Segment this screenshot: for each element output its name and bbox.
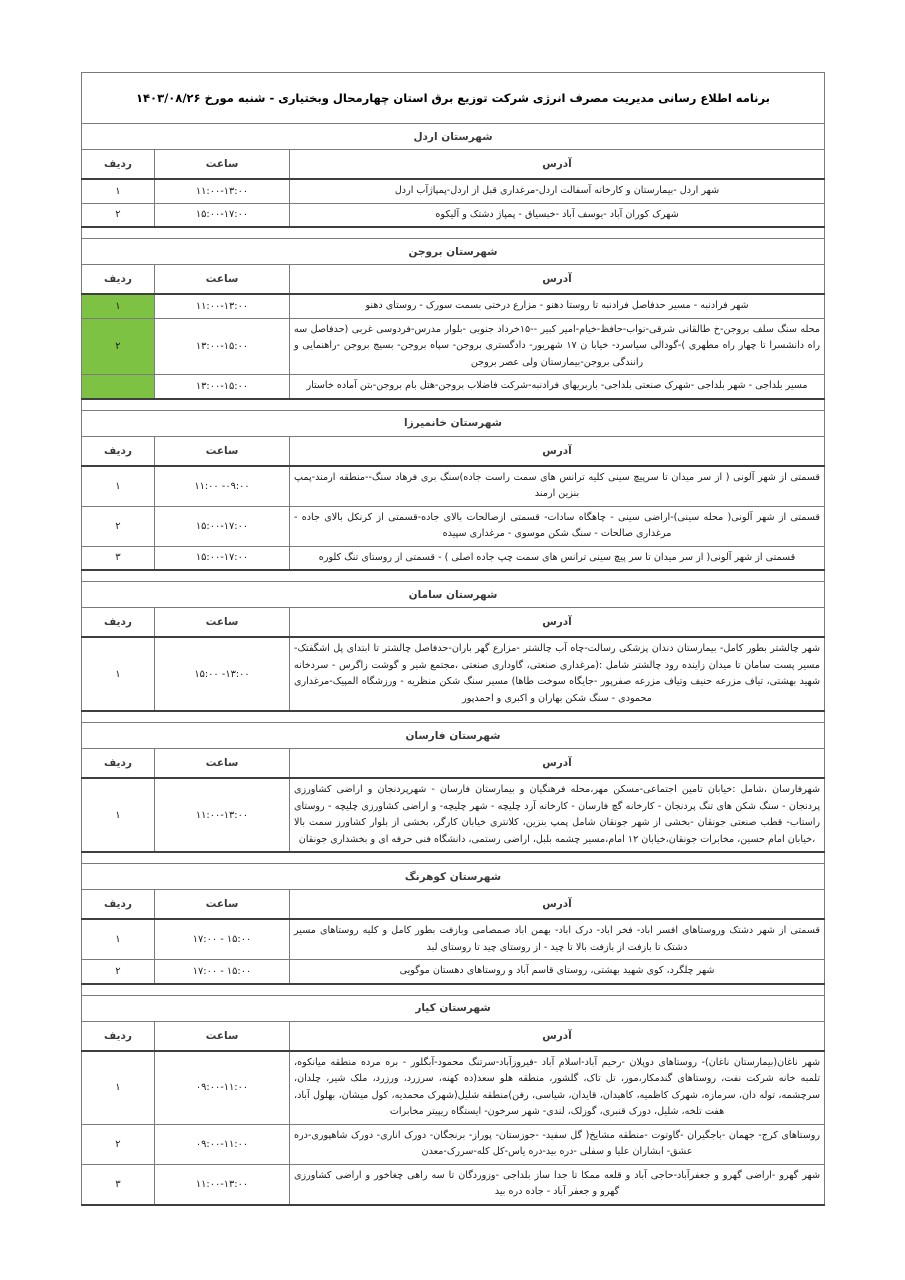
column-header-rownum: ردیف — [81, 436, 154, 466]
table-row — [81, 960, 824, 984]
column-header-address: آدرس — [290, 890, 825, 920]
title-row — [81, 73, 824, 124]
outage-time: ۱۵:۰۰-۱۷:۰۰ — [155, 546, 290, 570]
city-band-row — [81, 582, 824, 608]
column-header-address: آدرس — [290, 608, 825, 638]
city-band-row — [81, 239, 824, 265]
schedule-table-wrapper — [82, 72, 825, 1206]
outage-time: ۱۱:۰۰-۱۳:۰۰ — [155, 1164, 290, 1205]
section-spacer — [81, 852, 824, 864]
city-band-row — [81, 723, 824, 749]
column-header-rownum: ردیف — [81, 749, 154, 779]
outage-row-number: ۳ — [81, 546, 154, 570]
section-spacer — [81, 399, 824, 411]
outage-time: ۱۳:۰۰- ۱۵:۰۰ — [155, 637, 290, 711]
section-spacer-cell — [81, 570, 824, 582]
city-name: شهرستان سامان — [81, 582, 824, 608]
column-header-rownum: ردیف — [81, 150, 154, 180]
outage-address: شهر چلگرد، کوی شهید بهشتی، روستای قاسم آباد و روستاهای دهستان موگویی — [290, 960, 825, 984]
outage-address: شهر گهرو -اراضی گهرو و جعفرآباد-حاجی آباد و قلعه ممکا تا جدا ساز بلداجی -وزوردگان تا سه راهی چغاخور و اراضی کشاورزی گهرو و جعفر آباد - جاده دره بید — [290, 1164, 825, 1205]
outage-address: شهرفارسان ،شامل :خیابان تامین اجتماعی-مسکن مهر،محله فرهنگیان و بیمارستان فارسان - شهرپردنجان و اراضی کشاورزی پردنجان - سنگ شکن های تنگ پردنجان - کارخانه گچ فارسان - کارخانه آرد چلیچه - شهر چلیچه- و اراضی کشاورزی چلیچه - روستای راستاب- قطب صنعتی جونقان -بخشی از شهر جونقان شامل پمپ بنزین، کلانتری خیابان کارگر، بخشی از بلوار کشاورز سمت بالا ،خیابان امام حسین، مخابرات جونقان،خیابان ۱۲ امام،مسیر چشمه بلبل، اراضی رستمی، دانشگاه فنی حرفه ای و بخشداری جونقان — [290, 778, 825, 852]
outage-time: ۰۹:۰۰-۱۱:۰۰ — [155, 1124, 290, 1164]
column-header-address: آدرس — [290, 749, 825, 779]
outage-row-number: ۱ — [81, 919, 154, 960]
column-header-rownum: ردیف — [81, 1021, 154, 1051]
outage-time: ۱۳:۰۰-۱۵:۰۰ — [155, 318, 290, 375]
outage-address: محله سنگ سلف بروجن-خ طالقانی شرقی-نواب-حافظ-خیام-امیر کبیر --۱۵خرداد جنوبی -بلوار مدرس-فردوسی غربی (حدفاصل سه راه دانشسرا تا چهار راه مطهری )-گودالی سیاسرد- خیابا ن ۱۷ شهریور- دادگستری بروجن- سپاه بروجن- بسیج بروجن -راهنمایی و رانندگی بروجن-بیمارستان ولی عصر بروجن — [290, 318, 825, 375]
column-header-row — [81, 150, 824, 180]
outage-row-number: ۱ — [81, 466, 154, 507]
city-band-row — [81, 124, 824, 150]
outage-time: ۱۱:۰۰-۱۳:۰۰ — [155, 179, 290, 203]
column-header-time: ساعت — [155, 608, 290, 638]
table-row — [81, 318, 824, 375]
column-header-time: ساعت — [155, 749, 290, 779]
column-header-rownum: ردیف — [81, 608, 154, 638]
outage-address: روستاهای کرج- جهمان -باجگیران -گاوتوت -منطقه مشایخ( گل سفید- -جوزستان- پوراز- برنجگان- دورک اناری- دورک شاهپوری-دره عشق- ابشاران علیا و سفلی -دره بید-دره یاس-کل کله-سررک-معدن — [290, 1124, 825, 1164]
column-header-row — [81, 436, 824, 466]
outage-time: ۱۵:۰۰ - ۱۷:۰۰ — [155, 919, 290, 960]
outage-row-number: ۲ — [81, 1124, 154, 1164]
city-band-row — [81, 995, 824, 1021]
outage-time: ۱۵:۰۰-۱۷:۰۰ — [155, 203, 290, 227]
outage-row-number: ۱ — [81, 1051, 154, 1125]
outage-row-number: ۲ — [81, 960, 154, 984]
column-header-row — [81, 265, 824, 295]
section-spacer-cell — [81, 852, 824, 864]
outage-address: قسمتی از شهر آلونی( محله سینی)-اراضی سینی - چاهگاه سادات- قسمتی ازصالحات بالای جاده-قسمتی از کرنکل بالای جاده - مرغداری صالحات - سنگ شکن موسوی - مرغداری سپیده — [290, 506, 825, 546]
outage-row-number: ۳ — [81, 1164, 154, 1205]
column-header-address: آدرس — [290, 265, 825, 295]
table-row — [81, 506, 824, 546]
column-header-address: آدرس — [290, 436, 825, 466]
column-header-address: آدرس — [290, 1021, 825, 1051]
outage-row-number: ۱ — [81, 778, 154, 852]
outage-row-number — [81, 375, 154, 399]
column-header-time: ساعت — [155, 436, 290, 466]
outage-row-number: ۲ — [81, 318, 154, 375]
table-row — [81, 1124, 824, 1164]
city-name: شهرستان فارسان — [81, 723, 824, 749]
table-row — [81, 1164, 824, 1205]
outage-address: قسمتی از شهر آلونی ( از سر میدان تا سرپیچ سینی کلیه ترانس های سمت راست جاده)سنگ بری فرهاد سنگ--منطقه ارمند-پمپ بنزین ارمند — [290, 466, 825, 507]
column-header-time: ساعت — [155, 265, 290, 295]
city-name: شهرستان کوهرنگ — [81, 864, 824, 890]
column-header-rownum: ردیف — [81, 890, 154, 920]
outage-time: ۱۱:۰۰-۱۳:۰۰ — [155, 294, 290, 318]
table-row — [81, 778, 824, 852]
city-band-row — [81, 864, 824, 890]
outage-schedule-table — [81, 72, 825, 1206]
column-header-address: آدرس — [290, 150, 825, 180]
outage-address: شهر ناغان(بیمارستان ناغان)- روستاهای دوپلان -رحیم آباد-اسلام آباد -فیروزآباد-سرتنگ محمود-آبگلور - بره مرده منطقه میانکوه، تلمبه خانه شرکت نفت، روستاهای گندمکار،مور، تل تاک، گلشور، منطقه هلو سعد(ده کهنه، سرزرد، ورزرد، ملک شیر، چلدان، سرچشمه، توله دان، سرمازه، شهرک کاظمیه، کاهیدان، قایدان، شیاسی، رفن)منطقه شلیل(شهرک محمدیه، کول میشان، بهلول آباد، هفت تلخه، شلیل، دورک قنبری، گوزلک، لندی- شهر سرخون- ایستگاه ریپیتر مخابرات — [290, 1051, 825, 1125]
section-spacer-cell — [81, 711, 824, 723]
outage-address: شهرک کوران آباد -یوسف آباد -خبسیاق - پمپاژ دشتک و آلیکوه — [290, 203, 825, 227]
outage-address: مسیر بلداجی - شهر بلداجی -شهرک صنعتی بلداجی- باربریهای فرادنبه-شرکت فاضلاب بروجن-هتل بام بروجن-بتن آماده خاستار — [290, 375, 825, 399]
section-spacer-cell — [81, 399, 824, 411]
outage-time: ۰۹:۰۰-۱۱:۰۰ — [155, 1051, 290, 1125]
table-row — [81, 637, 824, 711]
city-name: شهرستان خانمیرزا — [81, 410, 824, 436]
outage-address: شهر چالشتر بطور کامل- بیمارستان دندان پزشکی رسالت-چاه آب چالشتر -مزارع گهر باران-حدفاصل چالشتر تا ابتدای پل اشگفتک- مسیر پست سامان تا میدان زاینده رود چالشتر شامل :(مرغداری صنعتی، گاوداری صنعتی ،مجتمع شیر و گوشت زاگرس - سردخانه شهید بهشتی، تیاف مزرعه حنیف وتیاف مزرعه صفرپور -جایگاه سوخت طاها) مسیر سنگ شکن منظریه - ورزشگاه المپیک-مرغداری محمودی - سنگ شکن بهاران و اکبری و احمدپور — [290, 637, 825, 711]
outage-address: شهر فرادنبه - مسیر حدفاصل فرادنبه تا روستا دهنو - مزارع درختی بسمت سورک - روستای دهنو — [290, 294, 825, 318]
section-spacer — [81, 711, 824, 723]
column-header-row — [81, 1021, 824, 1051]
outage-row-number: ۲ — [81, 203, 154, 227]
section-spacer-cell — [81, 227, 824, 239]
city-name: شهرستان کیار — [81, 995, 824, 1021]
outage-time: ۱۵:۰۰ - ۱۷:۰۰ — [155, 960, 290, 984]
table-row — [81, 179, 824, 203]
table-row — [81, 203, 824, 227]
outage-time: ۰۹:۰۰- ۱۱:۰۰ — [155, 466, 290, 507]
section-spacer — [81, 570, 824, 582]
table-row — [81, 294, 824, 318]
outage-time: ۱۱:۰۰-۱۳:۰۰ — [155, 778, 290, 852]
outage-address: قسمتی از شهر آلونی( از سر میدان تا سر پیچ سینی ترانس های سمت چپ جاده اصلی ) - قسمتی از روستای تنگ کلوره — [290, 546, 825, 570]
table-row — [81, 375, 824, 399]
city-name: شهرستان بروجن — [81, 239, 824, 265]
table-row — [81, 546, 824, 570]
outage-row-number: ۱ — [81, 294, 154, 318]
section-spacer — [81, 984, 824, 996]
table-row — [81, 919, 824, 960]
outage-address: قسمتی از شهر دشتک وروستاهای افسر اباد- فخر اباد- درک اباد- بهمن اباد صمصامی وبازفت بطور کامل و کلیه روستاهای مسیر دشتک تا بازفت از بازفت بالا تا چید - از روستای چید تا روستای لبد — [290, 919, 825, 960]
page-title: برنامه اطلاع رسانی مدیریت مصرف انرژی شرکت توزیع برق استان چهارمحال وبختیاری - شنبه مورخ ۱۴۰۳/۰۸/۲۶ — [81, 73, 824, 124]
column-header-row — [81, 890, 824, 920]
city-band-row — [81, 410, 824, 436]
outage-address: شهر اردل -بیمارستان و کارخانه آسفالت اردل-مرغداری قبل از اردل-پمپاژآب اردل — [290, 179, 825, 203]
outage-row-number: ۱ — [81, 179, 154, 203]
table-row — [81, 1051, 824, 1125]
table-row — [81, 466, 824, 507]
column-header-time: ساعت — [155, 1021, 290, 1051]
section-spacer-cell — [81, 984, 824, 996]
outage-row-number: ۱ — [81, 637, 154, 711]
section-spacer — [81, 227, 824, 239]
outage-row-number: ۲ — [81, 506, 154, 546]
column-header-time: ساعت — [155, 890, 290, 920]
outage-time: ۱۳:۰۰-۱۵:۰۰ — [155, 375, 290, 399]
column-header-rownum: ردیف — [81, 265, 154, 295]
outage-time: ۱۵:۰۰-۱۷:۰۰ — [155, 506, 290, 546]
column-header-time: ساعت — [155, 150, 290, 180]
city-name: شهرستان اردل — [81, 124, 824, 150]
column-header-row — [81, 749, 824, 779]
column-header-row — [81, 608, 824, 638]
